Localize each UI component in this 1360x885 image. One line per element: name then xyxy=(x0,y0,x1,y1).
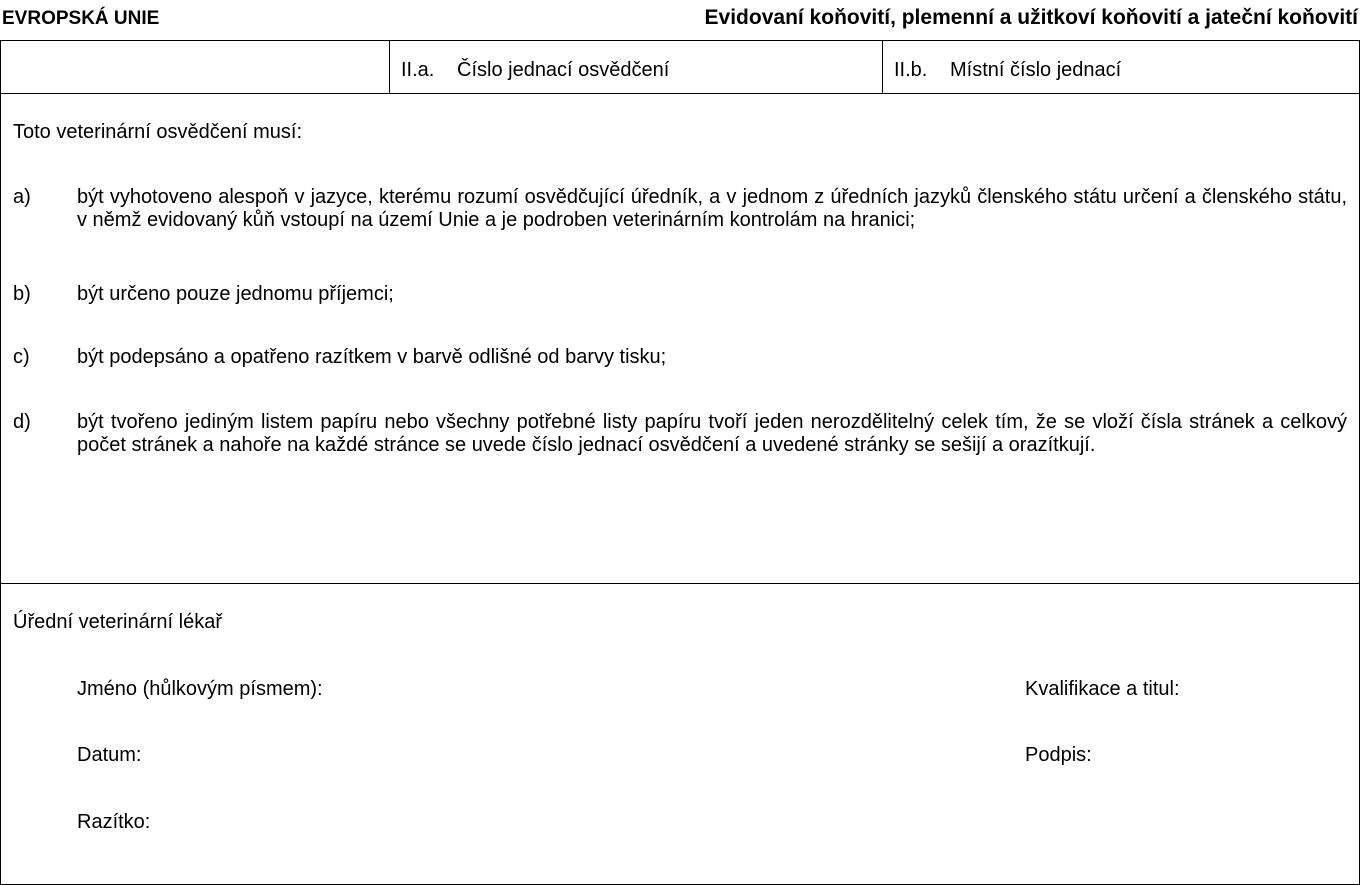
ref-row-divider-2 xyxy=(882,41,883,93)
field-label-IIb: Místní číslo jednací xyxy=(950,59,1122,81)
date-label: Datum: xyxy=(77,744,142,766)
item-text-b: být určeno pouze jednomu příjemci; xyxy=(77,283,394,305)
certificate-title: Evidovaní koňovití, plemenní a užitkoví koňovití a jateční koňovití xyxy=(704,6,1358,29)
ref-row-divider-1 xyxy=(389,41,390,93)
local-reference-field xyxy=(894,59,1121,82)
certificate-frame xyxy=(0,40,1360,885)
field-code-IIb: II.b. xyxy=(894,59,928,81)
name-label: Jméno (hůlkovým písmem): xyxy=(77,678,323,700)
item-letter-b: b) xyxy=(13,283,31,305)
item-text-d: být tvořeno jediným listem papíru nebo všechny potřebné listy papíru tvoří jeden nerozdělitelný celek tím, že se vloží čísla stránek a celkový počet stránek a nahoře na každé stránce se uvede číslo jednací osvědčení a uvedené stránky se sešijí a orazítkují. xyxy=(77,411,1347,456)
item-letter-c: c) xyxy=(13,346,30,368)
item-text-c: být podepsáno a opatřeno razítkem v barvě odlišné od barvy tisku; xyxy=(77,346,667,368)
header-eu-label: EVROPSKÁ UNIE xyxy=(2,8,160,29)
ref-row-bottom-line xyxy=(1,93,1359,94)
field-label-IIa: Číslo jednací osvědčení xyxy=(457,59,670,81)
item-letter-d: d) xyxy=(13,411,31,433)
signature-label: Podpis: xyxy=(1025,744,1092,766)
certificate-reference-field xyxy=(401,59,669,82)
instructions-intro: Toto veterinární osvědčení musí: xyxy=(13,121,303,143)
item-text-a: být vyhotoveno alespoň v jazyce, kterému rozumí osvědčující úředník, a v jednom z úředních jazyků členského státu určení a členského státu, v němž evidovaný kůň vstoupí na území Unie a je podroben veterinárním kontrolám na hranici; xyxy=(77,186,1347,231)
instructions-bottom-line xyxy=(1,583,1359,584)
official-veterinarian-title: Úřední veterinární lékař xyxy=(13,611,222,633)
stamp-label: Razítko: xyxy=(77,811,151,833)
qualification-label: Kvalifikace a titul: xyxy=(1025,678,1180,700)
item-letter-a: a) xyxy=(13,186,31,208)
field-code-IIa: II.a. xyxy=(401,59,435,81)
